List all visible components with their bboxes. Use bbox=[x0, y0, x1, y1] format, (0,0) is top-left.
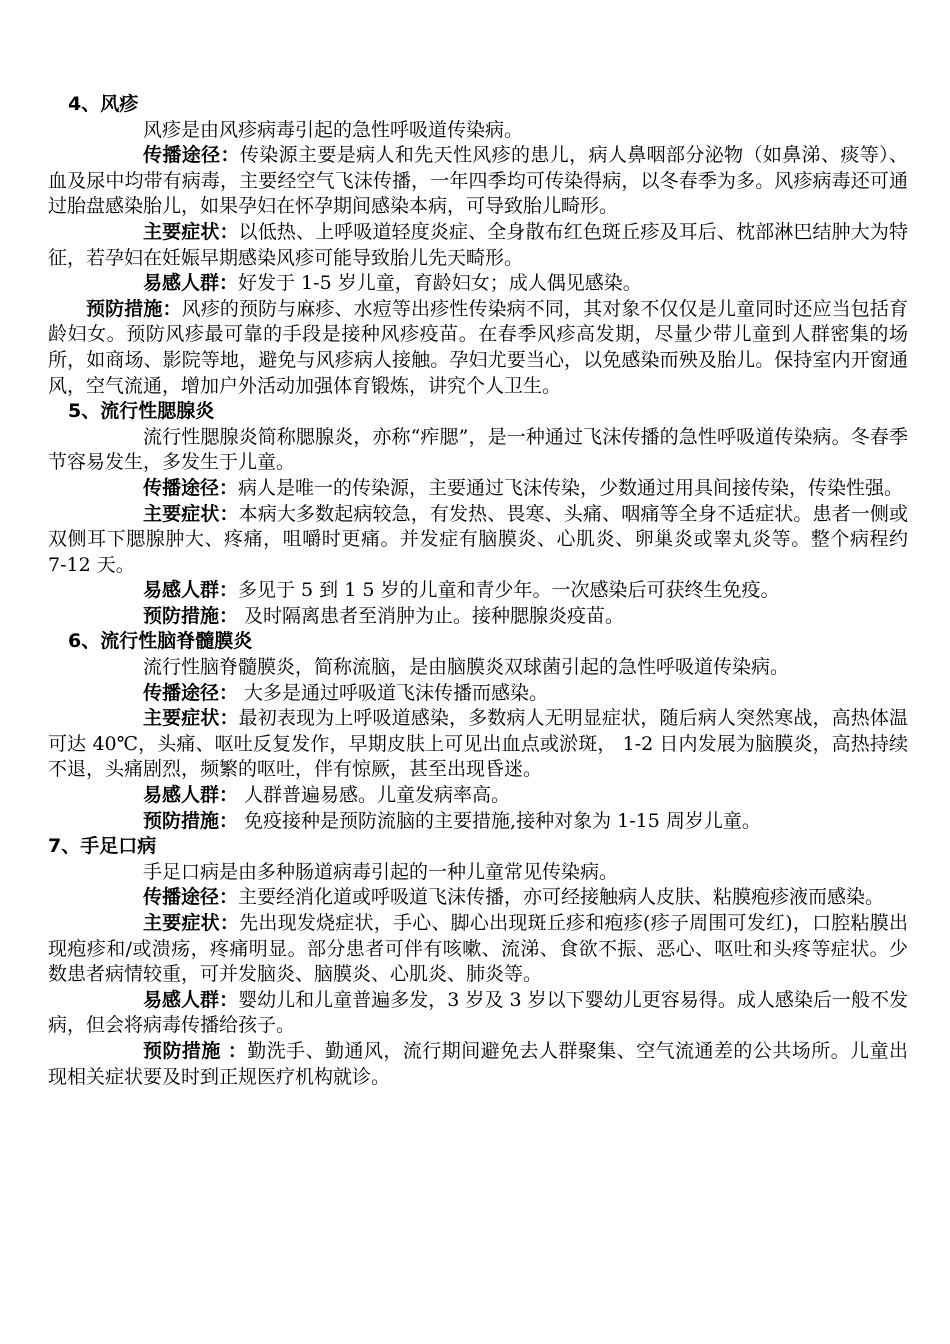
susceptible-text: 好发于 1-5 岁儿童，育龄妇女；成人偶见感染。 bbox=[238, 272, 642, 295]
symptoms-label: 主要症状： bbox=[143, 502, 239, 525]
section-intro: 流行性腮腺炎简称腮腺炎，亦称“痄腮”，是一种通过飞沫传播的急性呼吸道传染病。冬春季节容易发生，多发生于儿童。 bbox=[48, 425, 908, 474]
prevention-paragraph bbox=[48, 297, 908, 399]
symptoms-paragraph bbox=[48, 502, 908, 579]
transmission-label: 传播途径： bbox=[143, 144, 240, 167]
symptoms-paragraph bbox=[48, 706, 908, 783]
transmission-label: 传播途径： bbox=[143, 476, 239, 499]
prevention-paragraph bbox=[48, 604, 908, 630]
section-heading: 6、流行性脑脊髓膜炎 bbox=[68, 630, 253, 653]
susceptible-label: 易感人群： bbox=[143, 784, 239, 807]
section-mumps bbox=[48, 399, 908, 629]
section-rubella bbox=[48, 92, 908, 399]
symptoms-text: 本病大多数起病较急，有发热、畏寒、头痛、咽痛等全身不适症状。患者一侧或双侧耳下腮腺肿大、疼痛，咀嚼时更痛。并发症有脑膜炎、心肌炎、卵巢炎或睾丸炎等。整个病程约 7-12 天。 bbox=[48, 502, 908, 576]
transmission-text: 大多是通过呼吸道飞沫传播而感染。 bbox=[238, 681, 549, 704]
section-heading: 7、手足口病 bbox=[48, 835, 157, 858]
susceptible-label: 易感人群： bbox=[143, 579, 239, 602]
transmission-paragraph bbox=[48, 476, 908, 502]
symptoms-label: 主要症状： bbox=[143, 707, 239, 730]
prevention-label: 预防措施： bbox=[143, 809, 239, 832]
section-intro: 手足口病是由多种肠道病毒引起的一种儿童常见传染病。 bbox=[143, 860, 619, 883]
symptoms-paragraph bbox=[48, 220, 908, 271]
section-heading: 5、流行性腮腺炎 bbox=[68, 400, 215, 423]
transmission-text: 传染源主要是病人和先天性风疹的患儿，病人鼻咽部分泌物（如鼻涕、痰等）、血及尿中均带有病毒，主要经空气飞沫传播，一年四季均可传染得病，以冬春季为多。风疹病毒还可通过胎盘感染胎儿，如果孕妇在怀孕期间感染本病，可导致胎儿畸形。 bbox=[48, 144, 908, 218]
prevention-paragraph bbox=[48, 809, 908, 835]
symptoms-paragraph bbox=[48, 911, 908, 988]
susceptible-paragraph bbox=[48, 271, 908, 297]
transmission-text: 主要经消化道或呼吸道飞沫传播，亦可经接触病人皮肤、粘膜疱疹液而感染。 bbox=[238, 886, 885, 909]
prevention-text: 勤洗手、勤通风，流行期间避免去人群聚集、空气流通差的公共场所。儿童出现相关症状要及时到正规医疗机构就诊。 bbox=[48, 1039, 908, 1088]
section-intro: 风疹是由风疹病毒引起的急性呼吸道传染病。 bbox=[143, 118, 524, 141]
susceptible-label: 易感人群： bbox=[143, 272, 239, 295]
symptoms-label: 主要症状： bbox=[143, 912, 240, 934]
susceptible-text: 婴幼儿和儿童普遍多发，3 岁及 3 岁以下婴幼儿更容易得。成人感染后一般不发病，但会将病毒传播给孩子。 bbox=[48, 988, 908, 1037]
prevention-paragraph bbox=[48, 1039, 908, 1090]
susceptible-text: 多见于 5 到 1 5 岁的儿童和青少年。一次感染后可获终生免疫。 bbox=[238, 579, 780, 602]
prevention-label: 预防措施： bbox=[86, 297, 182, 320]
symptoms-text: 以低热、上呼吸道轻度炎症、全身散布红色斑丘疹及耳后、枕部淋巴结肿大为特征，若孕妇在妊娠早期感染风疹可能导致胎儿先天畸形。 bbox=[48, 220, 908, 269]
section-heading: 4、风疹 bbox=[68, 93, 139, 115]
prevention-text: 风疹的预防与麻疹、水痘等出疹性传染病不同，其对象不仅仅是儿童同时还应当包括育龄妇女。预防风疹最可靠的手段是接种风疹疫苗。在春季风疹高发期，尽量少带儿童到人群密集的场所，如商场、影院等地，避免与风疹病人接触。孕妇尤要当心，以免感染而殃及胎儿。保持室内开窗通风，空气流通，增加户外活动加强体育锻炼，讲究个人卫生。 bbox=[48, 297, 908, 397]
susceptible-label: 易感人群： bbox=[143, 988, 239, 1011]
prevention-label: 预防措施： bbox=[143, 604, 239, 627]
transmission-label: 传播途径： bbox=[143, 886, 239, 909]
susceptible-text: 人群普遍易感。儿童发病率高。 bbox=[238, 784, 511, 807]
document-page bbox=[48, 92, 908, 1090]
prevention-text: 及时隔离患者至消肿为止。接种腮腺炎疫苗。 bbox=[238, 604, 625, 627]
prevention-text: 免疫接种是预防流脑的主要措施,接种对象为 1-15 周岁儿童。 bbox=[238, 809, 761, 832]
transmission-paragraph bbox=[48, 681, 908, 707]
section-intro: 流行性脑脊髓膜炎，简称流脑，是由脑膜炎双球菌引起的急性呼吸道传染病。 bbox=[143, 656, 790, 679]
section-meningitis bbox=[48, 629, 908, 834]
section-hand-foot-mouth bbox=[48, 834, 908, 1090]
prevention-label: 预防措施 ： bbox=[143, 1039, 248, 1062]
symptoms-label: 主要症状： bbox=[143, 220, 239, 243]
transmission-text: 病人是唯一的传染源，主要通过飞沫传染，少数通过用具间接传染，传染性强。 bbox=[238, 476, 904, 499]
symptoms-text: 最初表现为上呼吸道感染，多数病人无明显症状，随后病人突然寒战，高热体温可达 40℃，头痛、呕吐反复发作，早期皮肤上可见出血点或淤斑， 1-2 日内发展为脑膜炎，高热持续不退，头痛剧烈，频繁的呕吐，伴有惊厥，甚至出现昏迷。 bbox=[48, 707, 908, 781]
transmission-label: 传播途径： bbox=[143, 681, 239, 704]
transmission-paragraph bbox=[48, 143, 908, 220]
susceptible-paragraph bbox=[48, 783, 908, 809]
symptoms-text: 先出现发烧症状，手心、脚心出现斑丘疹和疱疹(疹子周围可发红)，口腔粘膜出现疱疹和/或溃疡，疼痛明显。部分患者可伴有咳嗽、流涕、食欲不振、恶心、呕吐和头疼等症状。少数患者病情较重，可并发脑炎、脑膜炎、心肌炎、肺炎等。 bbox=[48, 912, 908, 986]
susceptible-paragraph bbox=[48, 578, 908, 604]
transmission-paragraph bbox=[48, 885, 908, 911]
susceptible-paragraph bbox=[48, 988, 908, 1039]
